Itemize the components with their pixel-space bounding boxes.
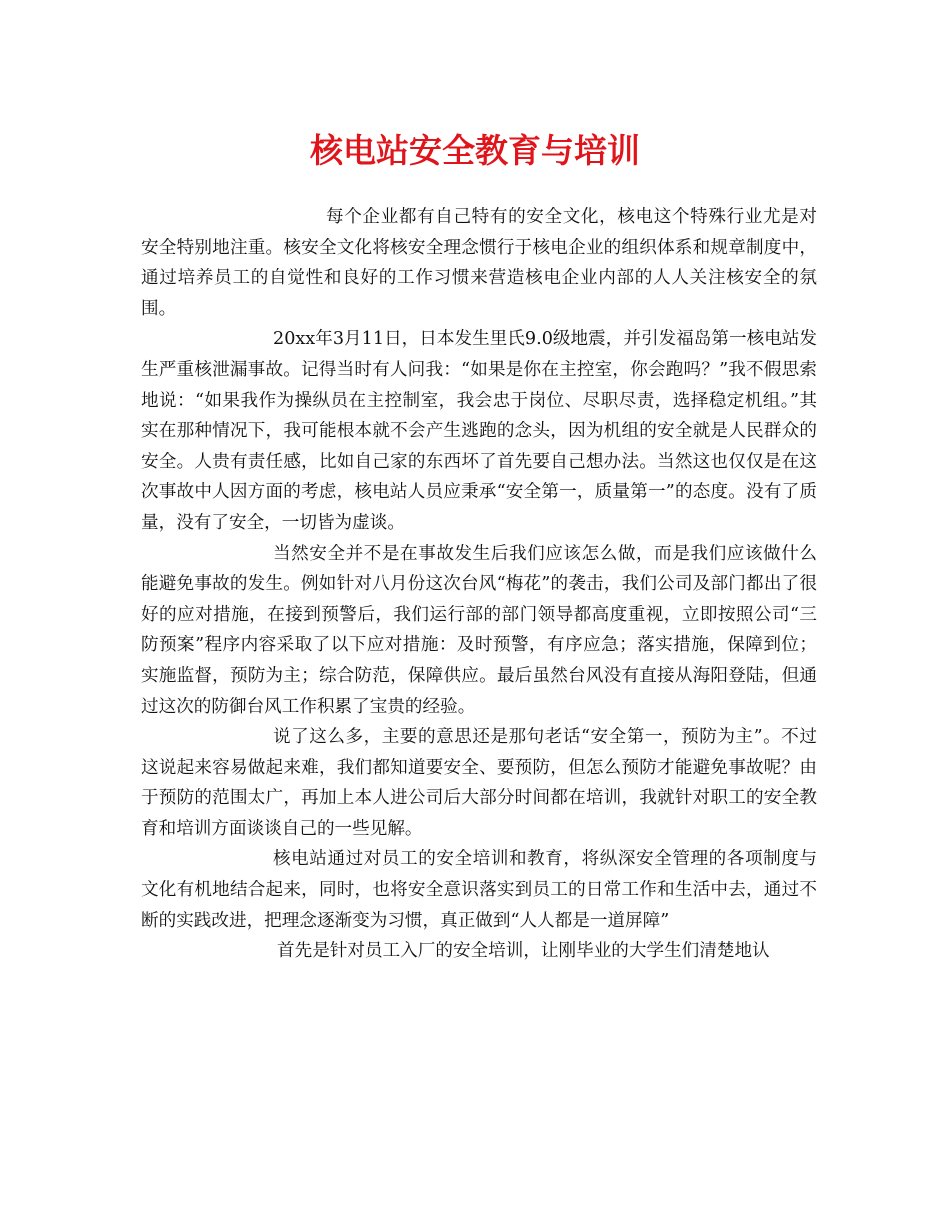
paragraph-2: 20xx年3月11日，日本发生里氏9.0级地震，并引发福岛第一核电站发生严重核泄漏事故。记得当时有人问我：“如果是你在主控室，你会跑吗？”我不假思索地说：“如果我作为操纵员在主控制室，我会忠于岗位、尽职尽责，选择稳定机组。”其实在那种情况下，我可能根本就不会产生逃跑的念头，因为机组的安全就是人民群众的安全。人贵有责任感，比如自己家的东西坏了首先要自己想办法。当然这也仅仅是在这次事故中人因方面的考虑，核电站人员应秉承“安全第一，质量第一”的态度。没有了质量，没有了安全，一切皆为虚谈。 [141, 329, 817, 533]
paragraph-6: 首先是针对员工入厂的安全培训，让刚毕业的大学生们清楚地认 [277, 941, 770, 962]
paragraph-1: 每个企业都有自己特有的安全文化，核电这个特殊行业尤是对安全特别地注重。核安全文化将核安全理念惯行于核电企业的组织体系和规章制度中，通过培养员工的自觉性和良好的工作习惯来营造核电企业内部的人人关注核安全的氛围。 [141, 207, 817, 319]
document-title: 核电站安全教育与培训 [310, 131, 640, 170]
document-body [141, 202, 817, 967]
paragraph-4: 说了这么多，主要的意思还是那句老话“安全第一，预防为主”。不过这说起来容易做起来难，我们都知道要安全、要预防，但怎么预防才能避免事故呢？由于预防的范围太广，再加上本人进公司后大部分时间都在培训，我就针对职工的安全教育和培训方面谈谈自己的一些见解。 [141, 727, 817, 839]
paragraph-3: 当然安全并不是在事故发生后我们应该怎么做，而是我们应该做什么能避免事故的发生。例如针对八月份这次台风“梅花”的袭击，我们公司及部门都出了很好的应对措施，在接到预警后，我们运行部的部门领导都高度重视，立即按照公司“三防预案”程序内容采取了以下应对措施：及时预警，有序应急；落实措施，保障到位；实施监督，预防为主；综合防范，保障供应。最后虽然台风没有直接从海阳登陆，但通过这次的防御台风工作积累了宝贵的经验。 [141, 543, 817, 717]
paragraph-5: 核电站通过对员工的安全培训和教育，将纵深安全管理的各项制度与文化有机地结合起来，同时，也将安全意识落实到员工的日常工作和生活中去，通过不断的实践改进，把理念逐渐变为习惯，真正做到“人人都是一道屏障” [141, 849, 817, 931]
